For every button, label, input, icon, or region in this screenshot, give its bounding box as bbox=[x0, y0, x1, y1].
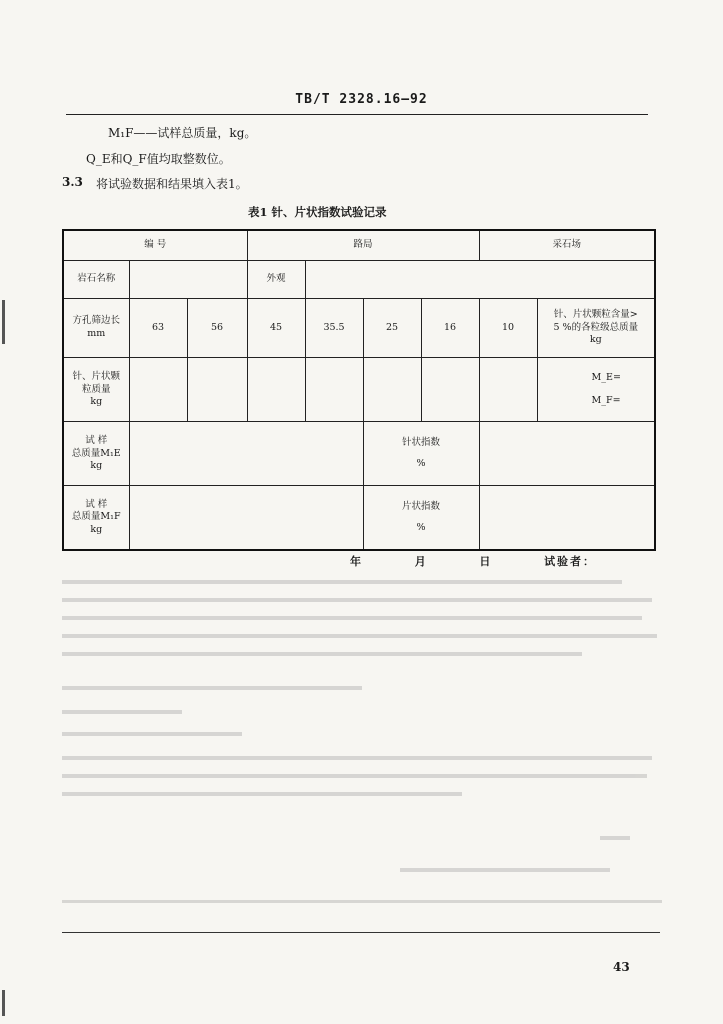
section-3-3-number: 3.3 bbox=[62, 175, 83, 189]
quarry-label: 采石场 bbox=[552, 239, 582, 251]
standard-code: TB/T 2328.16—92 bbox=[295, 92, 428, 107]
appearance-value bbox=[305, 261, 655, 298]
particle-mass-cell bbox=[187, 358, 247, 422]
month-label: 月 bbox=[414, 555, 428, 568]
particle-mass-label-cell bbox=[63, 358, 129, 422]
table-row bbox=[63, 486, 655, 550]
particle-mass-label: 针、片状颗 bbox=[72, 370, 120, 382]
needle-index-label-cell bbox=[363, 422, 479, 486]
sieve-size-cell: 10 bbox=[479, 298, 537, 358]
appearance-cell bbox=[247, 261, 305, 298]
page-number: 43 bbox=[613, 960, 630, 974]
table-row bbox=[63, 261, 655, 298]
table-row bbox=[63, 422, 655, 486]
total-mass-line: 针、片状颗粒含量> bbox=[553, 308, 638, 320]
sieve-size-cell: 56 bbox=[187, 298, 247, 358]
table-row bbox=[63, 298, 655, 358]
sample-mass-f-value bbox=[129, 486, 363, 550]
needle-index-unit: % bbox=[416, 457, 426, 469]
sieve-size-cell: 16 bbox=[421, 298, 479, 358]
total-mass-line: kg bbox=[589, 334, 602, 346]
table-row bbox=[63, 358, 655, 422]
section-3-3-text: 将试验数据和结果填入表1。 bbox=[96, 177, 248, 191]
sieve-size-cell: 63 bbox=[129, 298, 187, 358]
particle-mass-unit: kg bbox=[90, 396, 103, 408]
needle-index-value bbox=[479, 422, 655, 486]
punch-mark bbox=[2, 990, 5, 1016]
punch-mark bbox=[2, 300, 5, 344]
sample-mass-e-label-cell bbox=[63, 422, 129, 486]
me-value: M_E= bbox=[591, 372, 621, 384]
sample-mass-f-label: 试 样 bbox=[85, 498, 108, 510]
total-mass-line: 5 %的各粒级总质量 bbox=[553, 321, 639, 333]
me-mf-cell bbox=[537, 358, 655, 422]
particle-mass-cell bbox=[421, 358, 479, 422]
mf-value: M_F= bbox=[591, 394, 621, 406]
table-caption: 表1 针、片状指数试验记录 bbox=[248, 205, 387, 219]
rounding-note: Q_E和Q_F值均取整数位。 bbox=[86, 152, 231, 166]
particle-mass-cell bbox=[479, 358, 537, 422]
id-cell bbox=[63, 230, 247, 261]
particle-mass-cell bbox=[129, 358, 187, 422]
particle-mass-cell bbox=[247, 358, 305, 422]
sample-mass-e-value bbox=[129, 422, 363, 486]
sample-mass-e-label: 试 样 bbox=[85, 434, 108, 446]
flake-index-label-cell bbox=[363, 486, 479, 550]
flake-index-value bbox=[479, 486, 655, 550]
sample-mass-e-label: 总质量M₁E bbox=[71, 447, 121, 459]
total-mass-header bbox=[537, 298, 655, 358]
sieve-unit: mm bbox=[87, 328, 106, 340]
sieve-size-cell: 25 bbox=[363, 298, 421, 358]
rock-name-cell bbox=[63, 261, 129, 298]
appearance-label: 外观 bbox=[266, 273, 286, 285]
particle-mass-label: 粒质量 bbox=[81, 383, 111, 395]
needle-index-label: 针状指数 bbox=[402, 437, 441, 449]
sample-mass-f-unit: kg bbox=[90, 524, 103, 536]
sample-mass-e-unit: kg bbox=[90, 460, 103, 472]
flake-index-unit: % bbox=[416, 521, 426, 533]
quarry-cell bbox=[479, 230, 655, 261]
year-label: 年 bbox=[350, 555, 363, 568]
route-label: 路局 bbox=[353, 239, 373, 251]
bleed-through-text bbox=[0, 560, 723, 940]
header-rule bbox=[66, 114, 648, 115]
table-row bbox=[63, 230, 655, 261]
route-cell bbox=[247, 230, 479, 261]
footer-rule bbox=[62, 932, 660, 933]
sieve-label-cell bbox=[63, 298, 129, 358]
sieve-size-cell: 35.5 bbox=[305, 298, 363, 358]
particle-mass-cell bbox=[363, 358, 421, 422]
flake-index-label: 片状指数 bbox=[402, 500, 441, 512]
sieve-label: 方孔筛边长 bbox=[72, 315, 120, 327]
day-label: 日 bbox=[479, 555, 493, 568]
rock-name-value bbox=[129, 261, 247, 298]
sample-mass-f-label-cell bbox=[63, 486, 129, 550]
id-label: 编 号 bbox=[144, 239, 167, 251]
test-record-table bbox=[62, 229, 656, 551]
rock-name-label: 岩石名称 bbox=[77, 273, 116, 285]
sieve-size-cell: 45 bbox=[247, 298, 305, 358]
tester-label: 试验者： bbox=[544, 555, 597, 568]
particle-mass-cell bbox=[305, 358, 363, 422]
mass-definition: M₁F——试样总质量，kg。 bbox=[108, 126, 257, 140]
sample-mass-f-label: 总质量M₁F bbox=[71, 511, 121, 523]
